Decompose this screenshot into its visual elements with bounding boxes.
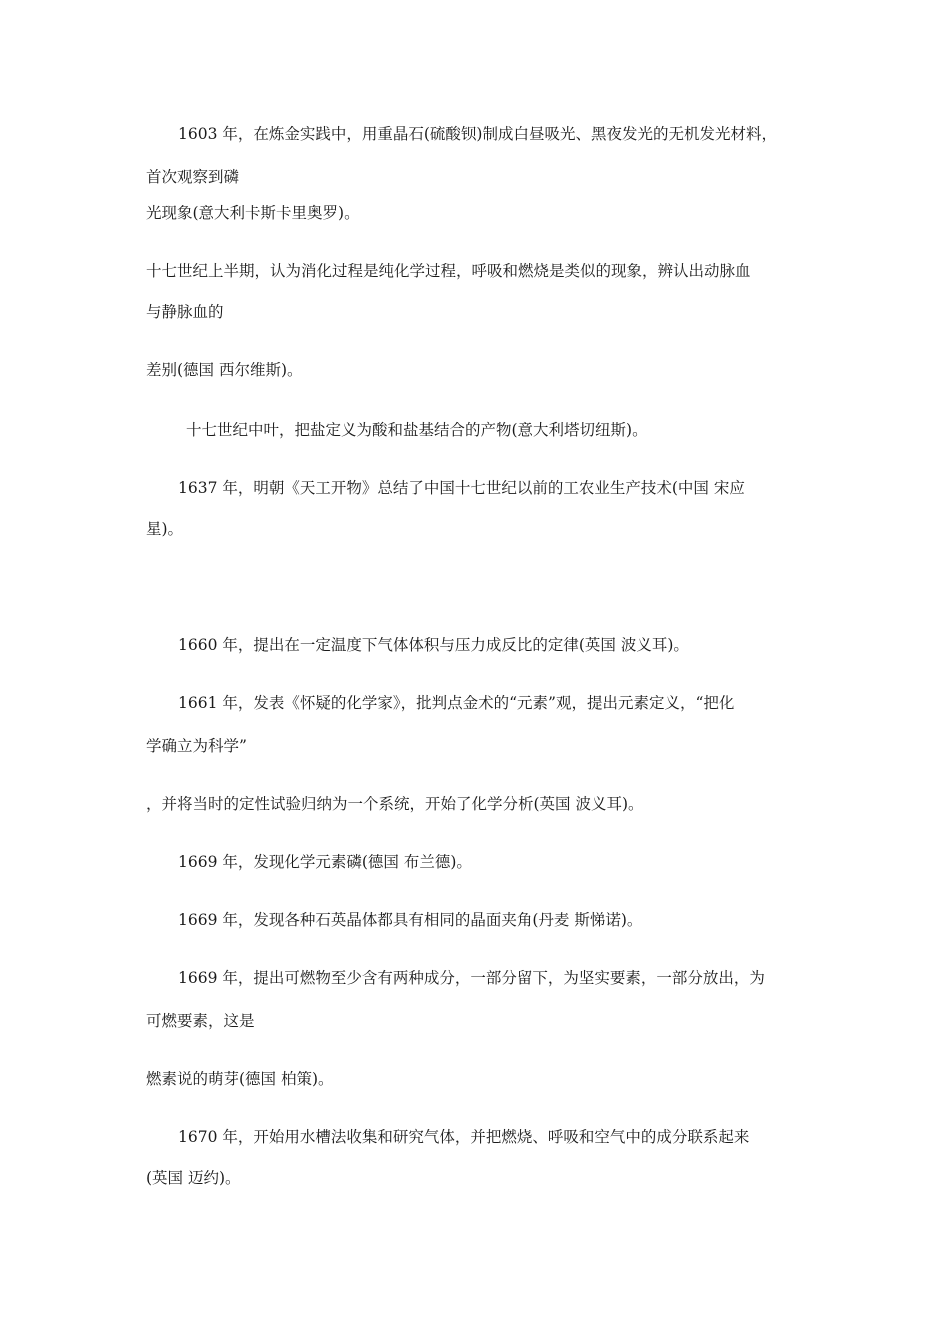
text-line: 十七世纪上半期，认为消化过程是纯化学过程，呼吸和燃烧是类似的现象，辨认出动脉血 bbox=[146, 262, 751, 280]
text-line: 与静脉血的 bbox=[146, 303, 224, 321]
text-line: 首次观察到磷 bbox=[146, 168, 240, 186]
text-line: ，并将当时的定性试验归纳为一个系统，开始了化学分析(英国 波义耳)。 bbox=[146, 795, 644, 813]
text-line: 1660 年，提出在一定温度下气体体积与压力成反比的定律(英国 波义耳)。 bbox=[178, 636, 689, 654]
text-line: 1670 年，开始用水槽法收集和研究气体，并把燃烧、呼吸和空气中的成分联系起来 bbox=[178, 1128, 750, 1146]
text-line: 燃素说的萌芽(德国 柏策)。 bbox=[146, 1070, 334, 1088]
text-line: 可燃要素，这是 bbox=[146, 1012, 255, 1030]
text-line: 1661 年，发表《怀疑的化学家》，批判点金术的“元素”观，提出元素定义，“把化 bbox=[178, 694, 735, 712]
text-line: (英国 迈约)。 bbox=[146, 1169, 241, 1187]
text-line: 十七世纪中叶，把盐定义为酸和盐基结合的产物(意大利塔切纽斯)。 bbox=[186, 421, 648, 439]
text-line: 1669 年，发现各种石英晶体都具有相同的晶面夹角(丹麦 斯悌诺)。 bbox=[178, 911, 643, 929]
text-line: 星)。 bbox=[146, 520, 184, 538]
text-line: 1637 年，明朝《天工开物》总结了中国十七世纪以前的工农业生产技术(中国 宋应 bbox=[178, 479, 745, 497]
text-line: 光现象(意大利卡斯卡里奥罗)。 bbox=[146, 204, 360, 222]
text-line: 1669 年，提出可燃物至少含有两种成分，一部分留下，为坚实要素，一部分放出，为 bbox=[178, 969, 765, 987]
text-line: 1669 年，发现化学元素磷(德国 布兰德)。 bbox=[178, 853, 472, 871]
text-line: 差别(德国 西尔维斯)。 bbox=[146, 361, 303, 379]
text-line: 1603 年，在炼金实践中，用重晶石(硫酸钡)制成白昼吸光、黑夜发光的无机发光材料， bbox=[178, 125, 777, 143]
text-line: 学确立为科学” bbox=[146, 737, 247, 755]
